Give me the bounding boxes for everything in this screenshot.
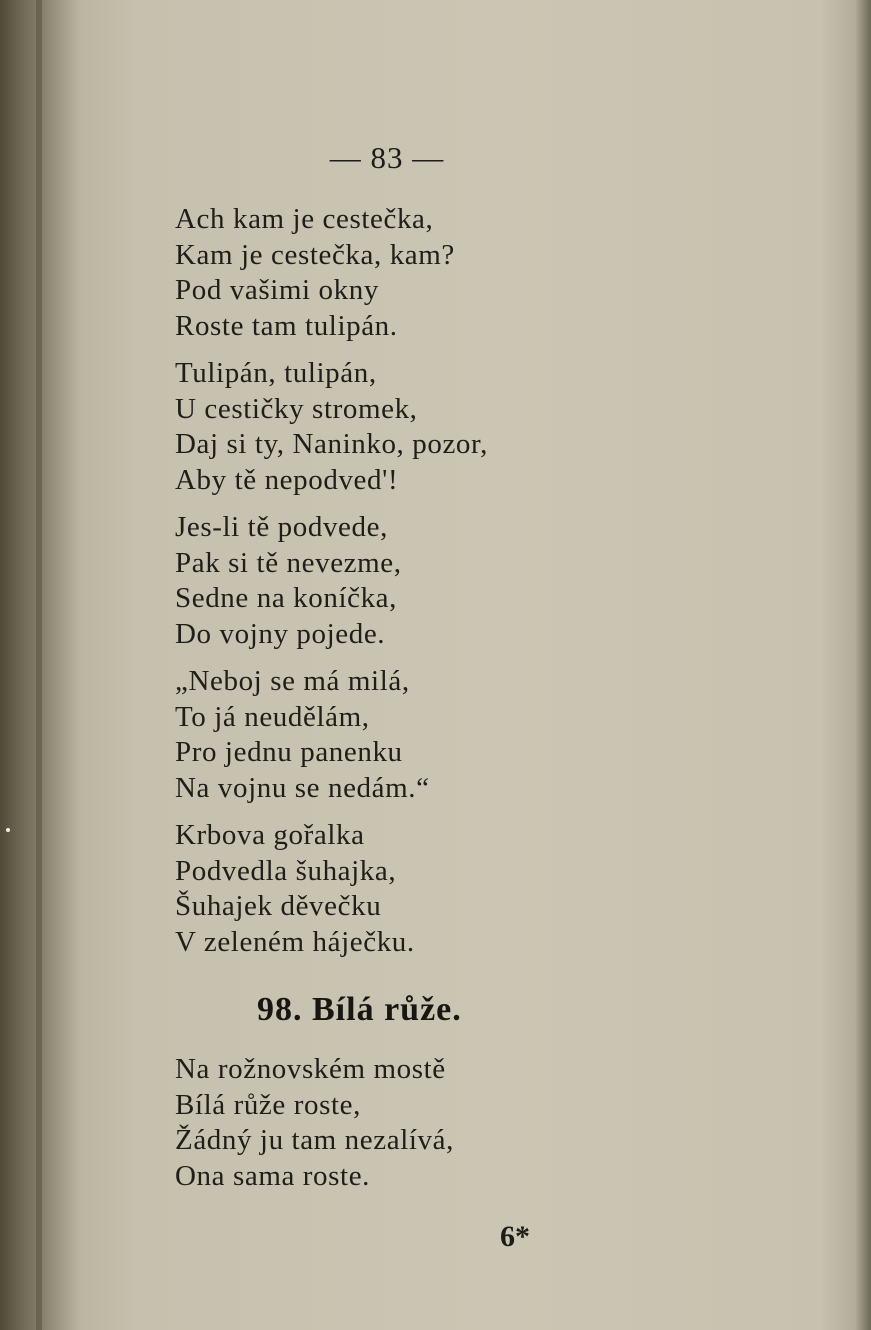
verse-line: Podvedla šuhajka, xyxy=(175,854,397,887)
verse-line: Aby tě nepodved'! xyxy=(175,463,399,496)
page-spine-shadow xyxy=(36,0,42,1330)
page-number: — 83 — xyxy=(329,140,445,175)
verse-line: U cestičky stromek, xyxy=(175,392,418,425)
verse-line: Krbova gořalka xyxy=(175,819,365,851)
stanza-5 xyxy=(175,818,815,960)
verse-line: To já neudělám, xyxy=(175,700,370,733)
verse-line: Kam je cestečka, kam? xyxy=(175,238,455,271)
verse-line: Do vojny pojede. xyxy=(175,617,386,650)
verse-line: Sedne na koníčka, xyxy=(175,582,397,614)
stanza-3 xyxy=(175,510,815,652)
poem-text xyxy=(175,202,815,1206)
verse-line: Jes-li tě podvede, xyxy=(175,511,388,543)
verse-line: Pod vašimi okny xyxy=(175,274,379,306)
stanza-4 xyxy=(175,664,815,806)
verse-line: Ach kam je cestečka, xyxy=(175,203,434,235)
stanza-1 xyxy=(175,202,815,344)
verse-line: Roste tam tulipán. xyxy=(175,309,398,342)
stanza-2 xyxy=(175,356,815,498)
section-heading: 98. Bílá růže. xyxy=(257,991,462,1028)
verse-line: Šuhajek děvečku xyxy=(175,890,382,922)
verse-line: Na vojnu se nedám.“ xyxy=(175,771,430,804)
verse-line: Pak si tě nevezme, xyxy=(175,546,402,579)
verse-line: Pro jednu panenku xyxy=(175,736,403,768)
verse-line: Bílá růže roste, xyxy=(175,1088,361,1121)
verse-line: Ona sama roste. xyxy=(175,1159,371,1192)
signature-mark: 6* xyxy=(500,1220,530,1253)
verse-line: „Neboj se má milá, xyxy=(175,665,410,697)
verse-line: V zeleném háječku. xyxy=(175,925,415,958)
section-stanza xyxy=(175,1052,815,1194)
verse-line: Žádný ju tam nezalívá, xyxy=(175,1124,454,1156)
paper-speck xyxy=(6,828,10,832)
verse-line: Tulipán, tulipán, xyxy=(175,357,377,389)
verse-line: Na rožnovském mostě xyxy=(175,1053,446,1085)
verse-line: Daj si ty, Naninko, pozor, xyxy=(175,428,488,460)
